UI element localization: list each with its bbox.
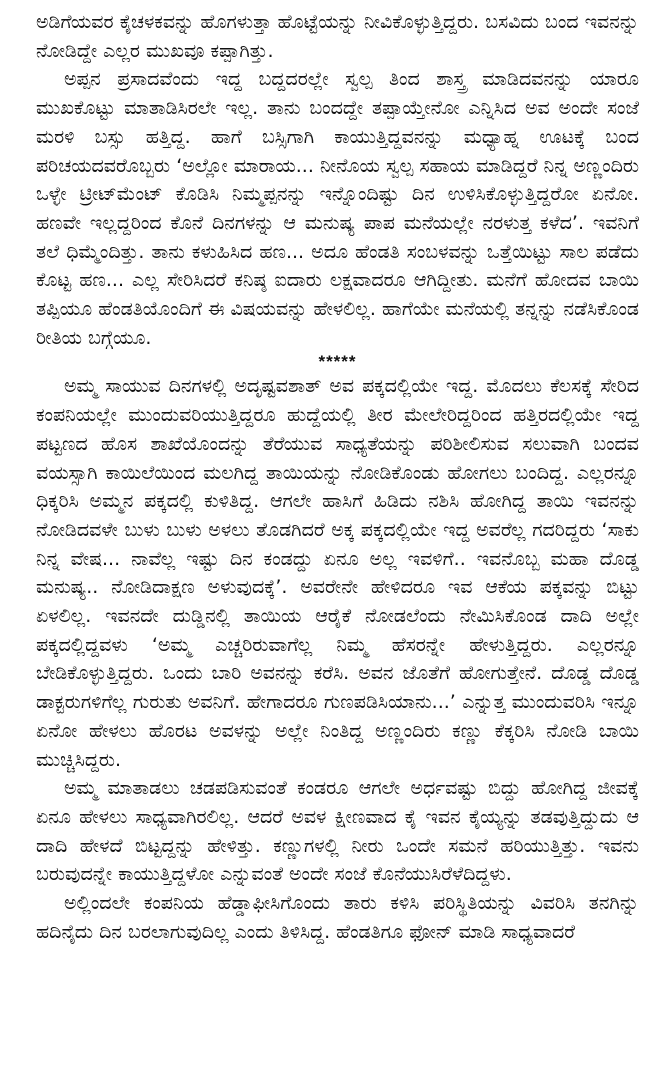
paragraph-5: ಅಲ್ಲಿಂದಲೇ ಕಂಪನಿಯ ಹೆಡ್ಡಾಫೀಸಿಗೊಂದು ತಾರು ಕಳಿಸಿ ಪರಿಸ್ಥಿತಿಯನ್ನು ವಿವರಿಸಿ ತನಗಿನ್ನು ಹದಿನೈದು ದಿನ ಬರಲಾಗುವುದಿಲ್ಲ ಎಂದು ತಿಳಿಸಿದ್ದ. ಹೆಂಡತಿಗೂ ಫೋನ್ ಮಾಡಿ ಸಾಧ್ಯವಾದರೆ xyxy=(36,892,639,943)
paragraph-4: ಅಮ್ಮ ಮಾತಾಡಲು ಚಡಪಡಿಸುವಂತೆ ಕಂಡರೂ ಆಗಲೇ ಅರ್ಧವಷ್ಟು ಬಿದ್ದು ಹೋಗಿದ್ದ ಜೀವಕ್ಕೆ ಏನೂ ಹೇಳಲು ಸಾಧ್ಯವಾಗಿರಲಿಲ್ಲ. ಆದರೆ ಅವಳ ಕ್ಷೀಣವಾದ ಕೈ ಇವನ ಕೈಯ್ಯನ್ನು ತಡವುತ್ತಿದ್ದುದು ಆ ದಾದಿ ಹೇಳದೆ ಬಿಟ್ಟದ್ದನ್ನು ಹೇಳಿತ್ತು. ಕಣ್ಣುಗಳಲ್ಲಿ ನೀರು ಒಂದೇ ಸಮನೆ ಹರಿಯುತ್ತಿತ್ತು. ಇವನು ಬರುವುದನ್ನೇ ಕಾಯುತ್ತಿದ್ದಳೋ ಎನ್ನುವಂತೆ ಅಂದೇ ಸಂಜೆ ಕೊನೆಯುಸಿರೆಳೆದಿದ್ದಳು. xyxy=(36,777,639,886)
paragraph-3: ಅಮ್ಮ ಸಾಯುವ ದಿನಗಳಲ್ಲಿ ಅದೃಷ್ಟವಶಾತ್ ಅವ ಪಕ್ಕದಲ್ಲಿಯೇ ಇದ್ದ. ಮೊದಲು ಕೆಲಸಕ್ಕೆ ಸೇರಿದ ಕಂಪನಿಯಲ್ಲೇ ಮುಂದುವರಿಯುತ್ತಿದ್ದರೂ ಹುದ್ದೆಯಲ್ಲಿ ತೀರ ಮೇಲೇರಿದ್ದರಿಂದ ಹತ್ತಿರದಲ್ಲಿಯೇ ಇದ್ದ ಪಟ್ಟಣದ ಹೊಸ ಶಾಖೆಯೊಂದನ್ನು ತೆರೆಯುವ ಸಾಧ್ಯತೆಯನ್ನು ಪರಿಶೀಲಿಸುವ ಸಲುವಾಗಿ ಬಂದವ ವಯಸ್ಸಾಗಿ ಕಾಯಿಲೆಯಿಂದ ಮಲಗಿದ್ದ ತಾಯಿಯನ್ನು ನೋಡಿಕೊಂಡು ಹೋಗಲು ಬಂದಿದ್ದ. ಎಲ್ಲರನ್ನೂ ಧಿಕ್ಕರಿಸಿ ಅಮ್ಮನ ಪಕ್ಕದಲ್ಲಿ ಕುಳಿತಿದ್ದ. ಆಗಲೇ ಹಾಸಿಗೆ ಹಿಡಿದು ನಶಿಸಿ ಹೋಗಿದ್ದ ತಾಯಿ ಇವನನ್ನು ನೋಡಿದವಳೇ ಬುಳು ಬುಳು ಅಳಲು ತೊಡಗಿದರೆ ಅಕ್ಕ ಪಕ್ಕದಲ್ಲಿಯೇ ಇದ್ದ ಅವರೆಲ್ಲ ಗದರಿದ್ದರು ‘ಸಾಕು ನಿನ್ನ ವೇಷ... ನಾವೆಲ್ಲ ಇಷ್ಟು ದಿನ ಕಂಡದ್ದು ಏನೂ ಅಲ್ಲ ಇವಳಿಗೆ.. ಇವನೊಬ್ಬ ಮಹಾ ದೊಡ್ಡ ಮನುಷ್ಯ.. ನೋಡಿದಾಕ್ಷಣ ಅಳುವುದಕ್ಕೆ’. ಅವರೇನೇ ಹೇಳಿದರೂ ಇವ ಆಕೆಯ ಪಕ್ಕವನ್ನು ಬಿಟ್ಟು ಏಳಲಿಲ್ಲ. ಇವನದೇ ದುಡ್ಡಿನಲ್ಲಿ ತಾಯಿಯ ಆರೈಕೆ ನೋಡಲೆಂದು ನೇಮಿಸಿಕೊಂಡ ದಾದಿ ಅಲ್ಲೇ ಪಕ್ಕದಲ್ಲಿದ್ದವಳು ‘ಅಮ್ಮ ಎಚ್ಚರಿರುವಾಗೆಲ್ಲ ನಿಮ್ಮ ಹೆಸರನ್ನೇ ಹೇಳುತ್ತಿದ್ದರು. ಎಲ್ಲರನ್ನೂ ಬೇಡಿಕೊಳ್ಳುತ್ತಿದ್ದರು. ಒಂದು ಬಾರಿ ಅವನನ್ನು ಕರೆಸಿ. ಅವನ ಜೊತೆಗೆ ಹೋಗುತ್ತೇನೆ. ದೊಡ್ಡ ದೊಡ್ಡ ಡಾಕ್ಟರುಗಳಿಗೆಲ್ಲ ಗುರುತು ಅವನಿಗೆ. ಹೇಗಾದರೂ ಗುಣಪಡಿಸಿಯಾನು...’ ಎನ್ನುತ್ತ ಮುಂದುವರಿಸಿ ಇನ್ನೂ ಏನೋ ಹೇಳಲು ಹೊರಟ ಅವಳನ್ನು ಅಲ್ಲೇ ನಿಂತಿದ್ದ ಅಣ್ಣಂದಿರು ಕಣ್ಣು ಕೆಕ್ಕರಿಸಿ ನೋಡಿ ಬಾಯಿ ಮುಚ್ಚಿಸಿದ್ದರು. xyxy=(36,375,639,771)
paragraph-2: ಅಪ್ಪನ ಪ್ರಸಾದವೆಂದು ಇದ್ದ ಬದ್ದದರಲ್ಲೇ ಸ್ವಲ್ಪ ತಿಂದ ಶಾಸ್ತ್ರ ಮಾಡಿದವನನ್ನು ಯಾರೂ ಮುಖಕೊಟ್ಟು ಮಾತಾಡಿಸಿರಲೇ ಇಲ್ಲ. ತಾನು ಬಂದದ್ದೇ ತಪ್ಪಾಯ್ತೇನೋ ಎನ್ನಿಸಿದ ಅವ ಅಂದೇ ಸಂಜೆ ಮರಳಿ ಬಸ್ಸು ಹತ್ತಿದ್ದ. ಹಾಗೆ ಬಸ್ಸಿಗಾಗಿ ಕಾಯುತ್ತಿದ್ದವನನ್ನು ಮಧ್ಯಾಹ್ನ ಊಟಕ್ಕೆ ಬಂದ ಪರಿಚಯದವರೊಬ್ಬರು ‘ಅಲ್ಲೋ ಮಾರಾಯ... ನೀನೊಯ ಸ್ವಲ್ಪ ಸಹಾಯ ಮಾಡಿದ್ದರೆ ನಿನ್ನ ಅಣ್ಣಂದಿರು ಒಳ್ಳೇ ಟ್ರೀಟ್‌ಮೆಂಟ್ ಕೊಡಿಸಿ ನಿಮ್ಮಪ್ಪನನ್ನು ಇನ್ನೊಂದಿಷ್ಟು ದಿನ ಉಳಿಸಿಕೊಳ್ಳುತ್ತಿದ್ದರೋ ಏನೋ. ಹಣವೇ ಇಲ್ಲದ್ದರಿಂದ ಕೊನೆ ದಿನಗಳನ್ನು ಆ ಮನುಷ್ಯ ಪಾಪ ಮನೆಯಲ್ಲೇ ನರಳುತ್ತ ಕಳೆದ’. ಇವನಿಗೆ ತಲೆ ಧಿಮ್ಮೆಂದಿತ್ತು. ತಾನು ಕಳುಹಿಸಿದ ಹಣ... ಅದೂ ಹೆಂಡತಿ ಸಂಬಳವನ್ನು ಒತ್ತೆಯಿಟ್ಟು ಸಾಲ ಪಡೆದು ಕೊಟ್ಟ ಹಣ... ಎಲ್ಲ ಸೇರಿಸಿದರೆ ಕನಿಷ್ಠ ಐದಾರು ಲಕ್ಷವಾದರೂ ಆಗಿದ್ದೀತು. ಮನೆಗೆ ಹೋದವ ಬಾಯಿ ತಪ್ಪಿಯೂ ಹೆಂಡತಿಯೊಂದಿಗೆ ಈ ವಿಷಯವನ್ನು ಹೇಳಲಿಲ್ಲ. ಹಾಗೆಯೇ ಮನೆಯಲ್ಲಿ ತನ್ನನ್ನು ನಡೆಸಿಕೊಂಡ ರೀತಿಯ ಬಗ್ಗೆಯೂ. xyxy=(36,68,639,349)
paragraph-1: ಅಡಿಗೆಯವರ ಕೈಚಳಕವನ್ನು ಹೊಗಳುತ್ತಾ ಹೊಟ್ಟೆಯನ್ನು ನೀವಿಕೊಳ್ಳುತ್ತಿದ್ದರು. ಬಸವಿದು ಬಂದ ಇವನನ್ನು ನೋಡಿದ್ದೇ ಎಲ್ಲರ ಮುಖವೂ ಕಪ್ಪಾಗಿತ್ತು. xyxy=(36,11,639,62)
section-separator: ***** xyxy=(318,352,357,372)
